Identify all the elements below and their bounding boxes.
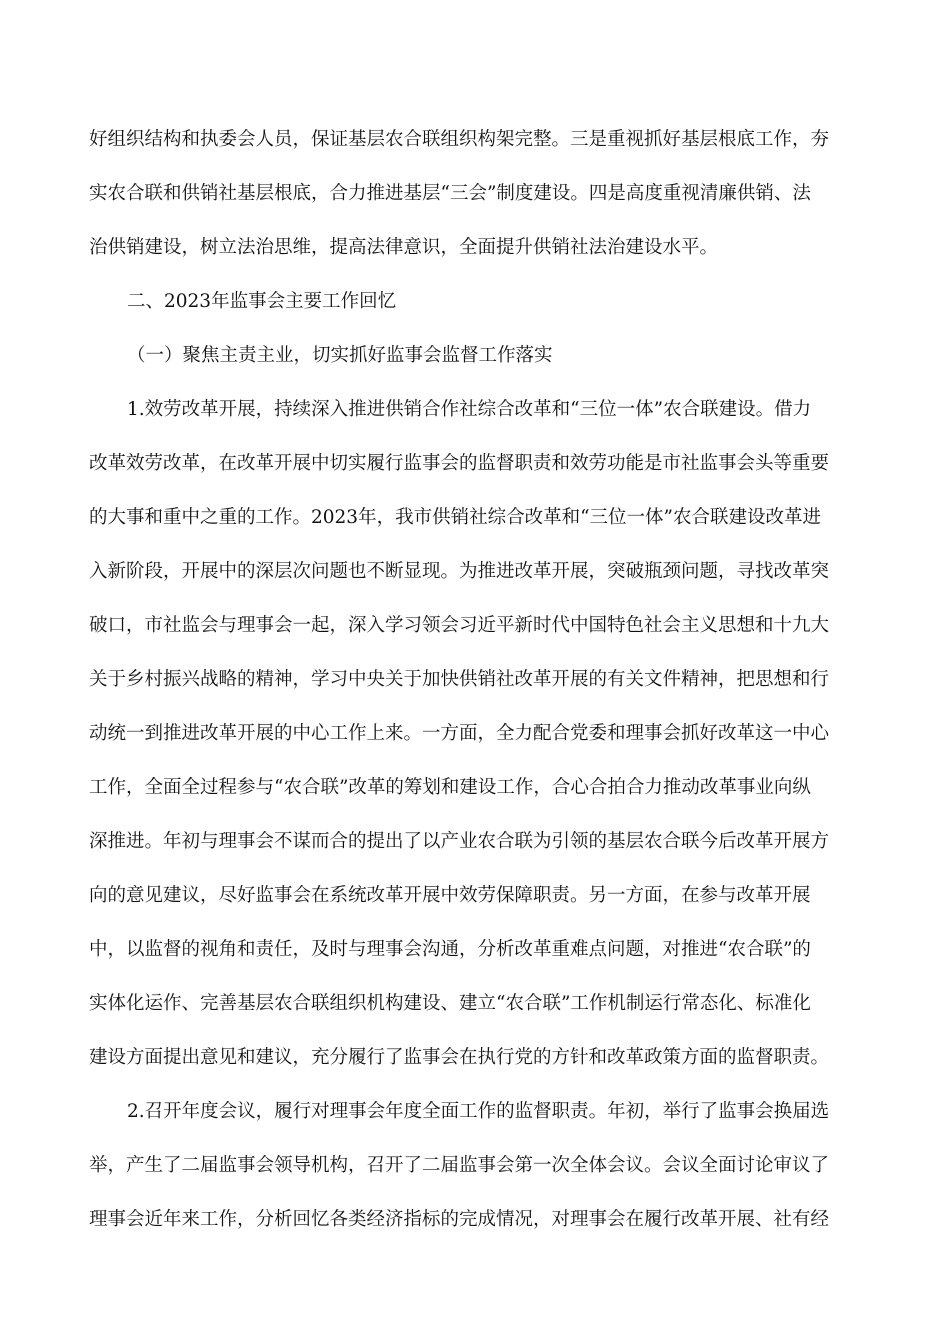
text-line: 破口，市社监会与理事会一起，深入学习领会习近平新时代中国特色社会主义思想和十九大 xyxy=(89,615,830,636)
text-line: 举，产生了二届监事会领导机构，召开了二届监事会第一次全体会议。会议全面讨论审议了 xyxy=(89,1155,830,1176)
text-line: 理事会近年来工作，分析回忆各类经济指标的完成情况，对理事会在履行改革开展、社有经 xyxy=(89,1209,830,1230)
text-line: 向的意见建议，尽好监事会在系统改革开展中效劳保障职责。另一方面，在参与改革开展 xyxy=(89,885,811,906)
paragraph-first-line: 2.召开年度会议，履行对理事会年度全面工作的监督职责。年初，举行了监事会换届选 xyxy=(127,1101,830,1122)
text-line: 工作，全面全过程参与“农合联”改革的筹划和建设工作，合心合拍合力推动改革事业向纵 xyxy=(89,777,811,798)
subsection-heading: （一）聚焦主责主业，切实抓好监事会监督工作落实 xyxy=(127,345,553,366)
text-line: 入新阶段，开展中的深层次问题也不断显现。为推进改革开展，突破瓶颈问题，寻找改革突 xyxy=(89,561,830,582)
text-line: 实农合联和供销社基层根底，合力推进基层“三会”制度建设。四是高度重视清廉供销、法 xyxy=(89,183,811,204)
text-line: 好组织结构和执委会人员，保证基层农合联组织构架完整。三是重视抓好基层根底工作，夯 xyxy=(89,129,830,150)
text-line: 建设方面提出意见和建议，充分履行了监事会在执行党的方针和改革政策方面的监督职责。 xyxy=(89,1047,830,1068)
text-line: 的大事和重中之重的工作。2023年，我市供销社综合改革和“三位一体”农合联建设改革进 xyxy=(89,507,821,528)
text-line: 动统一到推进改革开展的中心工作上来。一方面，全力配合党委和理事会抓好改革这一中心 xyxy=(89,723,830,744)
text-line: 中，以监督的视角和责任，及时与理事会沟通，分析改革重难点问题，对推进“农合联”的 xyxy=(89,939,811,960)
text-line: 实体化运作、完善基层农合联组织机构建设、建立“农合联”工作机制运行常态化、标准化 xyxy=(89,993,811,1014)
section-heading: 二、2023年监事会主要工作回忆 xyxy=(127,291,397,312)
text-line: 治供销建设，树立法治思维，提高法律意识，全面提升供销社法治建设水平。 xyxy=(89,237,719,258)
paragraph-first-line: 1.效劳改革开展，持续深入推进供销合作社综合改革和“三位一体”农合联建设。借力 xyxy=(127,399,812,420)
text-line: 改革效劳改革，在改革开展中切实履行监事会的监督职责和效劳功能是市社监事会头等重要 xyxy=(89,453,830,474)
text-line: 深推进。年初与理事会不谋而合的提出了以产业农合联为引领的基层农合联今后改革开展方 xyxy=(89,831,830,852)
text-line: 关于乡村振兴战略的精神，学习中央关于加快供销社改革开展的有关文件精神，把思想和行 xyxy=(89,669,830,690)
